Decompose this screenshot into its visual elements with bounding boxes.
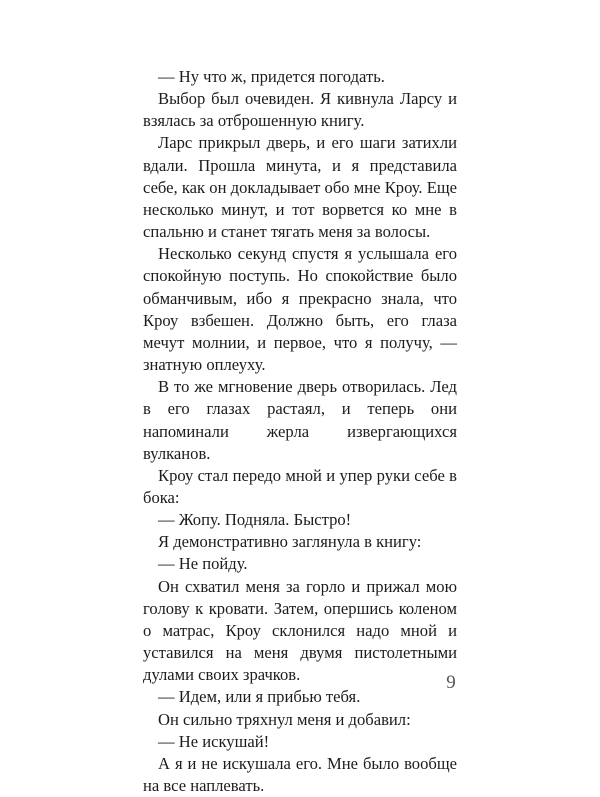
paragraph: — Ну что ж, придется погодать. bbox=[158, 67, 385, 86]
paragraph: В то же мгновение дверь отворилась. Лед в его глазах растаял, и теперь они напоминали жерла извергающихся вулканов. bbox=[143, 377, 457, 463]
paragraph: Он схватил меня за горло и прижал мою голову к кровати. Затем, опершись коленом о матрас, Кроу склонился надо мной и уставился на меня двумя пистолетными дулами своих зрачков. bbox=[143, 576, 457, 685]
paragraph: — Идем, или я прибью тебя. bbox=[158, 687, 361, 707]
body-text bbox=[143, 66, 457, 797]
paragraph: Выбор был очевиден. Я кивнула Ларсу и взялась за отброшенную книгу. bbox=[143, 89, 457, 131]
paragraph: А я и не искушала его. Мне было вообще на все наплевать. bbox=[143, 753, 457, 795]
paragraph: — Не пойду. bbox=[158, 554, 248, 574]
paragraph: Он сильно тряхнул меня и добавил: bbox=[158, 709, 411, 729]
paragraph: — Не искушай! bbox=[158, 731, 270, 751]
paragraph: — Жопу. Подняла. Быстро! bbox=[158, 510, 352, 530]
paragraph: Я демонстративно заглянула в книгу: bbox=[158, 532, 422, 552]
paragraph: Несколько секунд спустя я услышала его спокойную поступь. Но спокойствие было обманчивым, ибо я прекрасно знала, что Кроу взбешен. Должно быть, его глаза мечут молнии, и первое, что я получу, — знатную оплеуху. bbox=[143, 244, 457, 375]
paragraph: Кроу стал передо мной и упер руки себе в бока: bbox=[143, 465, 457, 507]
page-number: 9 bbox=[446, 672, 456, 693]
paragraph: Ларс прикрыл дверь, и его шаги затихли вдали. Прошла минута, и я представила себе, как он докладывает обо мне Кроу. Еще несколько минут, и тот ворвется ко мне в спальню и станет тягать меня за волосы. bbox=[143, 133, 457, 242]
